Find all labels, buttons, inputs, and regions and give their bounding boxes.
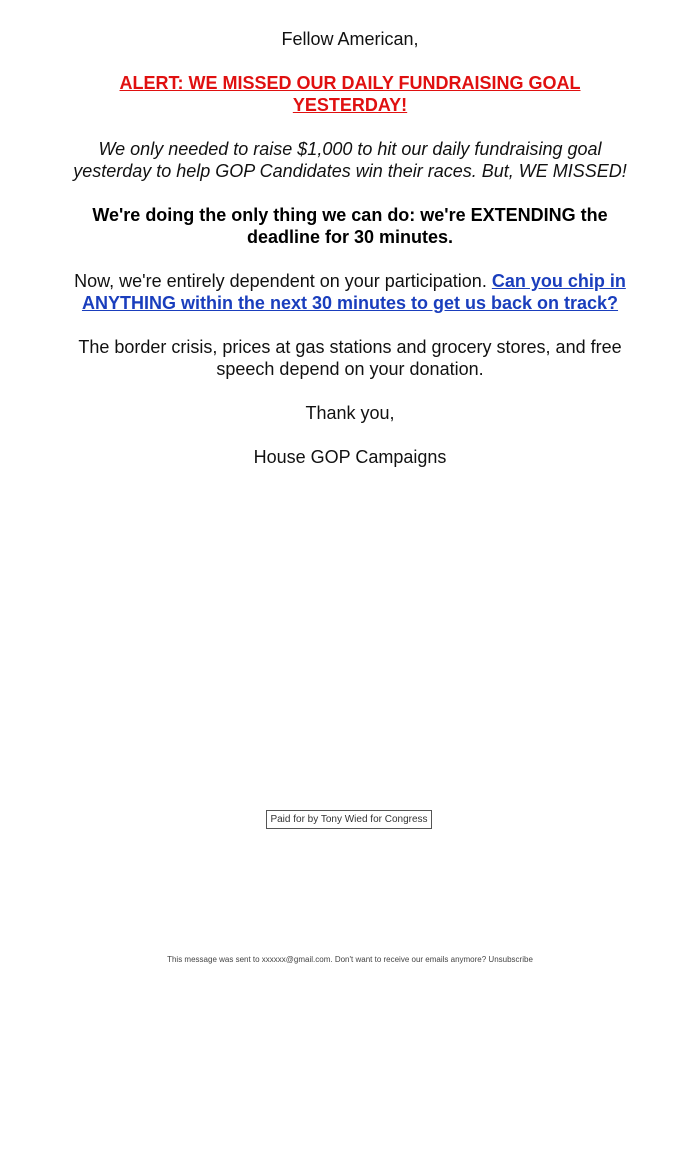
deadline-paragraph [70,204,630,248]
paid-for-disclaimer: Paid for by Tony Wied for Congress [266,810,432,829]
closing: Thank you, [305,403,395,423]
participation-paragraph [70,270,630,314]
italic-paragraph: We only needed to raise $1,000 to hit our daily fundraising goal yesterday to help GOP Candidates win their races. But, WE MISSED! [73,139,627,181]
unsubscribe-link[interactable]: Unsubscribe [488,955,533,964]
footer-text: This message was sent to xxxxxx@gmail.com. Don't want to receive our emails anymore? [167,955,489,964]
issues-paragraph: The border crisis, prices at gas stations and grocery stores, and free speech depend on your donation. [78,337,622,379]
greeting: Fellow American, [281,29,419,49]
alert-heading: ALERT: WE MISSED OUR DAILY FUNDRAISING GOAL YESTERDAY! [119,73,581,115]
participation-text: Now, we're entirely dependent on your participation. [74,271,492,291]
deadline-emphasis: EXTENDING [470,205,576,225]
deadline-text-1: We're doing the only thing we can do: we're [92,205,471,225]
email-footer [0,955,700,965]
signature: House GOP Campaigns [253,447,447,467]
donate-link[interactable]: Can you chip in ANYTHING within the next 30 minutes to get us back on track? [81,271,626,313]
alert-heading-row [70,72,630,116]
deadline-text-2: the deadline for 30 minutes. [246,205,608,247]
email-body [70,28,630,490]
